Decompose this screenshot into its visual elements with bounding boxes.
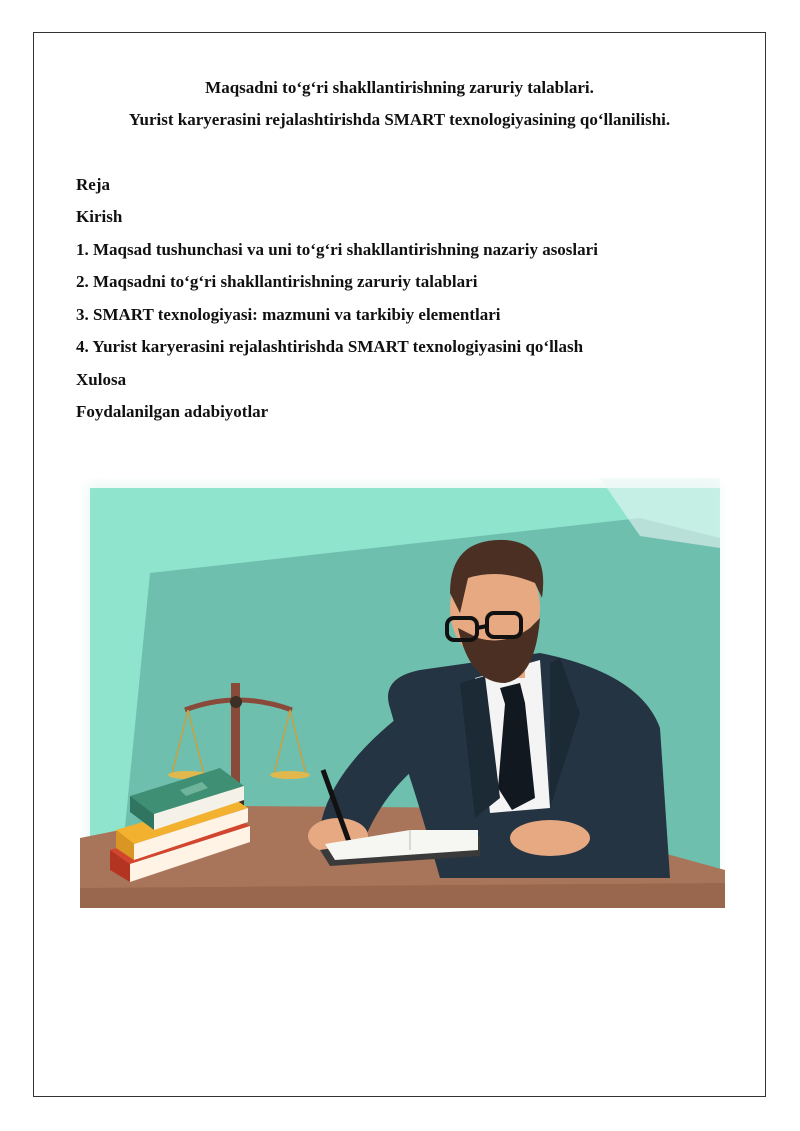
plan-item-references: Foydalanilgan adabiyotlar xyxy=(76,402,269,421)
plan-item-1: 1. Maqsad tushunchasi va uni to‘g‘ri shakllantirishning nazariy asoslari xyxy=(76,240,598,259)
plan-item-4: 4. Yurist karyerasini rejalashtirishda SMART texnologiyasini qo‘llash xyxy=(76,337,584,356)
lawyer-writing-illustration xyxy=(80,478,725,908)
plan-item-2: 2. Maqsadni to‘g‘ri shakllantirishning zaruriy talablari xyxy=(76,272,478,291)
plan-heading: Reja xyxy=(76,175,110,194)
plan-item-conclusion: Xulosa xyxy=(76,370,127,389)
document-title-line-1: Maqsadni to‘g‘ri shakllantirishning zaruriy talablari. xyxy=(205,78,594,97)
plan-item-intro: Kirish xyxy=(76,207,123,226)
document-title-line-2: Yurist karyerasini rejalashtirishda SMART texnologiyasining qo‘llanilishi. xyxy=(128,110,671,129)
plan-item-3: 3. SMART texnologiyasi: mazmuni va tarkibiy elementlari xyxy=(76,305,501,324)
